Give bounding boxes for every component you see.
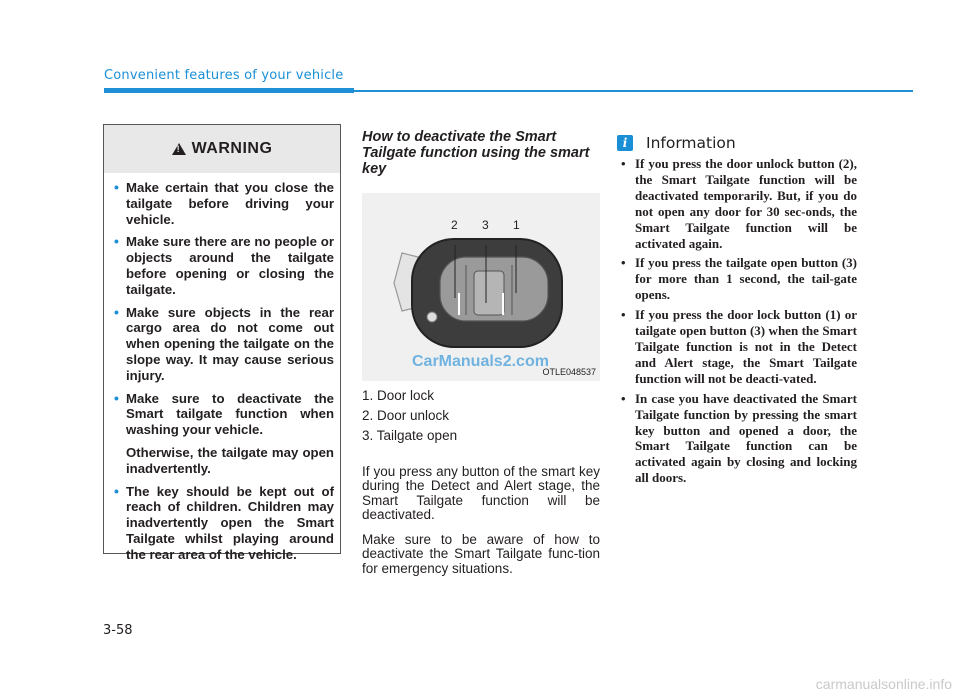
warning-item: • Make sure objects in the rear cargo area do not come out when opening the tailgate on the slope way. It may cause serious injury. (114, 305, 334, 384)
page-number: 3-58 (103, 623, 133, 638)
list-item: 3. Tailgate open (362, 428, 458, 443)
figure-code: OTLE048537 (542, 367, 596, 377)
info-item: • If you press the tailgate open button (3) for more than 1 second, the tail-gate opens. (619, 255, 857, 303)
info-icon: i (617, 135, 633, 151)
warning-item-continued: Otherwise, the tailgate may open inadvertently. (126, 444, 334, 476)
smart-key-figure (362, 193, 600, 381)
warning-label: WARNING (191, 140, 273, 157)
header-accent-bar (104, 88, 354, 93)
figure-watermark: CarManuals2.com (412, 353, 549, 370)
warning-item: • Make certain that you close the tailgate before driving your vehicle. (114, 180, 334, 227)
key-ring-hole (427, 312, 437, 322)
info-item: • In case you have deactivated the Smart Tailgate function by pressing the smart key button and opened a door, the Smart Tailgate function can be activated again by closing and locking all doors. (619, 391, 857, 486)
info-item: • If you press the door lock button (1) or tailgate open button (3) when the Smart Tailgate function is not in the Detect and Alert stage, the Smart Tailgate function will not be deacti-vated. (619, 307, 857, 387)
warning-triangle-icon (172, 143, 186, 155)
header-rule (354, 90, 913, 92)
button-list (362, 386, 457, 446)
info-item: • If you press the door unlock button (2), the Smart Tailgate function will be deactivated temporarily. But, if you do not open any door for 30 sec-onds, the Smart Tailgate function will be activated again. (619, 156, 857, 251)
list-item: 2. Door unlock (362, 408, 450, 423)
callout-2: 2 (451, 218, 458, 232)
body-paragraph: If you press any button of the smart key during the Detect and Alert stage, the Smart Tailgate function will be deactivated. (362, 464, 600, 523)
callout-1: 1 (513, 218, 520, 232)
warning-item: • The key should be kept out of reach of children. Children may inadvertently open the Smart Tailgate whilst playing around the rear area of the vehicle. (114, 484, 334, 563)
warning-item: • Make sure to deactivate the Smart tailgate function when washing your vehicle. (114, 391, 334, 438)
info-list (619, 156, 857, 490)
footer-watermark: carmanualsonline.info (815, 676, 952, 692)
callout-3: 3 (482, 218, 489, 232)
warning-box (103, 124, 341, 562)
header-title: Convenient features of your vehicle (104, 68, 344, 83)
body-paragraph: Make sure to be aware of how to deactivate the Smart Tailgate func-tion for emergency situations. (362, 532, 600, 576)
section-title: How to deactivate the Smart Tailgate function using the smart key (362, 129, 590, 177)
info-title: Information (646, 134, 736, 152)
warning-list (104, 173, 342, 563)
list-item: 1. Door lock (362, 388, 435, 403)
warning-header (104, 125, 340, 173)
warning-item: • Make sure there are no people or objects around the tailgate before opening or closing the tailgate. (114, 234, 334, 297)
